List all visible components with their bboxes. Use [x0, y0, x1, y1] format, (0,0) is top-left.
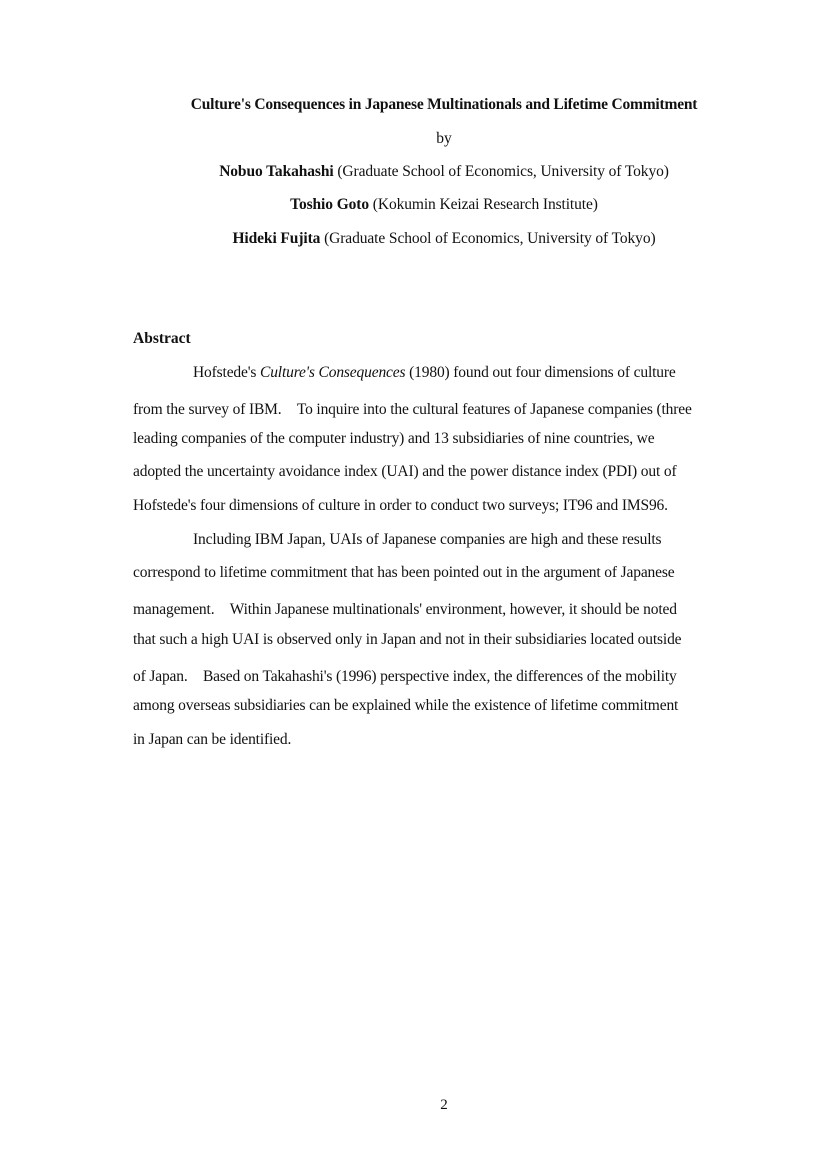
byline: by	[436, 130, 452, 147]
abstract-p2-line-7: in Japan can be identified.	[133, 731, 292, 748]
abstract-p1-line-5: Hofstede's four dimensions of culture in order to conduct two surveys; IT96 and IMS96.	[133, 497, 668, 514]
book-title-italic: Culture's Consequences	[260, 364, 406, 381]
abstract-p2-line-5: of Japan. Based on Takahashi's (1996) perspective index, the differences of the mobility	[133, 668, 677, 685]
author-2	[0, 196, 827, 214]
author-2-name: Toshio Goto	[290, 196, 370, 213]
abstract-p1-line-1-post: (1980) found out four dimensions of culture	[405, 364, 676, 381]
author-1-affiliation: (Graduate School of Economics, University of Tokyo)	[333, 163, 669, 180]
page-number: 2	[440, 1097, 448, 1113]
author-3	[0, 230, 827, 248]
author-2-affiliation: (Kokumin Keizai Research Institute)	[369, 196, 598, 213]
abstract-p1-line-1	[193, 364, 676, 382]
abstract-p2-line-2: correspond to lifetime commitment that has been pointed out in the argument of Japanese	[133, 564, 675, 581]
abstract-p2-line-1: Including IBM Japan, UAIs of Japanese companies are high and these results	[193, 531, 662, 548]
abstract-p1-line-2: from the survey of IBM. To inquire into the cultural features of Japanese companies (three	[133, 401, 692, 418]
paper-title: Culture's Consequences in Japanese Multinationals and Lifetime Commitment	[190, 96, 698, 113]
abstract-p2-line-3: management. Within Japanese multinationals' environment, however, it should be noted	[133, 601, 677, 618]
author-3-affiliation: (Graduate School of Economics, University of Tokyo)	[320, 230, 656, 247]
author-3-name: Hideki Fujita	[232, 230, 321, 247]
author-1-name: Nobuo Takahashi	[219, 163, 334, 180]
abstract-heading: Abstract	[133, 330, 191, 347]
abstract-p2-line-4: that such a high UAI is observed only in Japan and not in their subsidiaries located outside	[133, 631, 682, 648]
abstract-p2-line-6: among overseas subsidiaries can be explained while the existence of lifetime commitment	[133, 697, 679, 714]
abstract-p1-line-3: leading companies of the computer industry) and 13 subsidiaries of nine countries, we	[133, 430, 655, 447]
author-1	[0, 163, 827, 181]
abstract-p1-line-4: adopted the uncertainty avoidance index (UAI) and the power distance index (PDI) out of	[133, 463, 677, 480]
abstract-p1-line-1-pre: Hofstede's	[193, 364, 261, 381]
